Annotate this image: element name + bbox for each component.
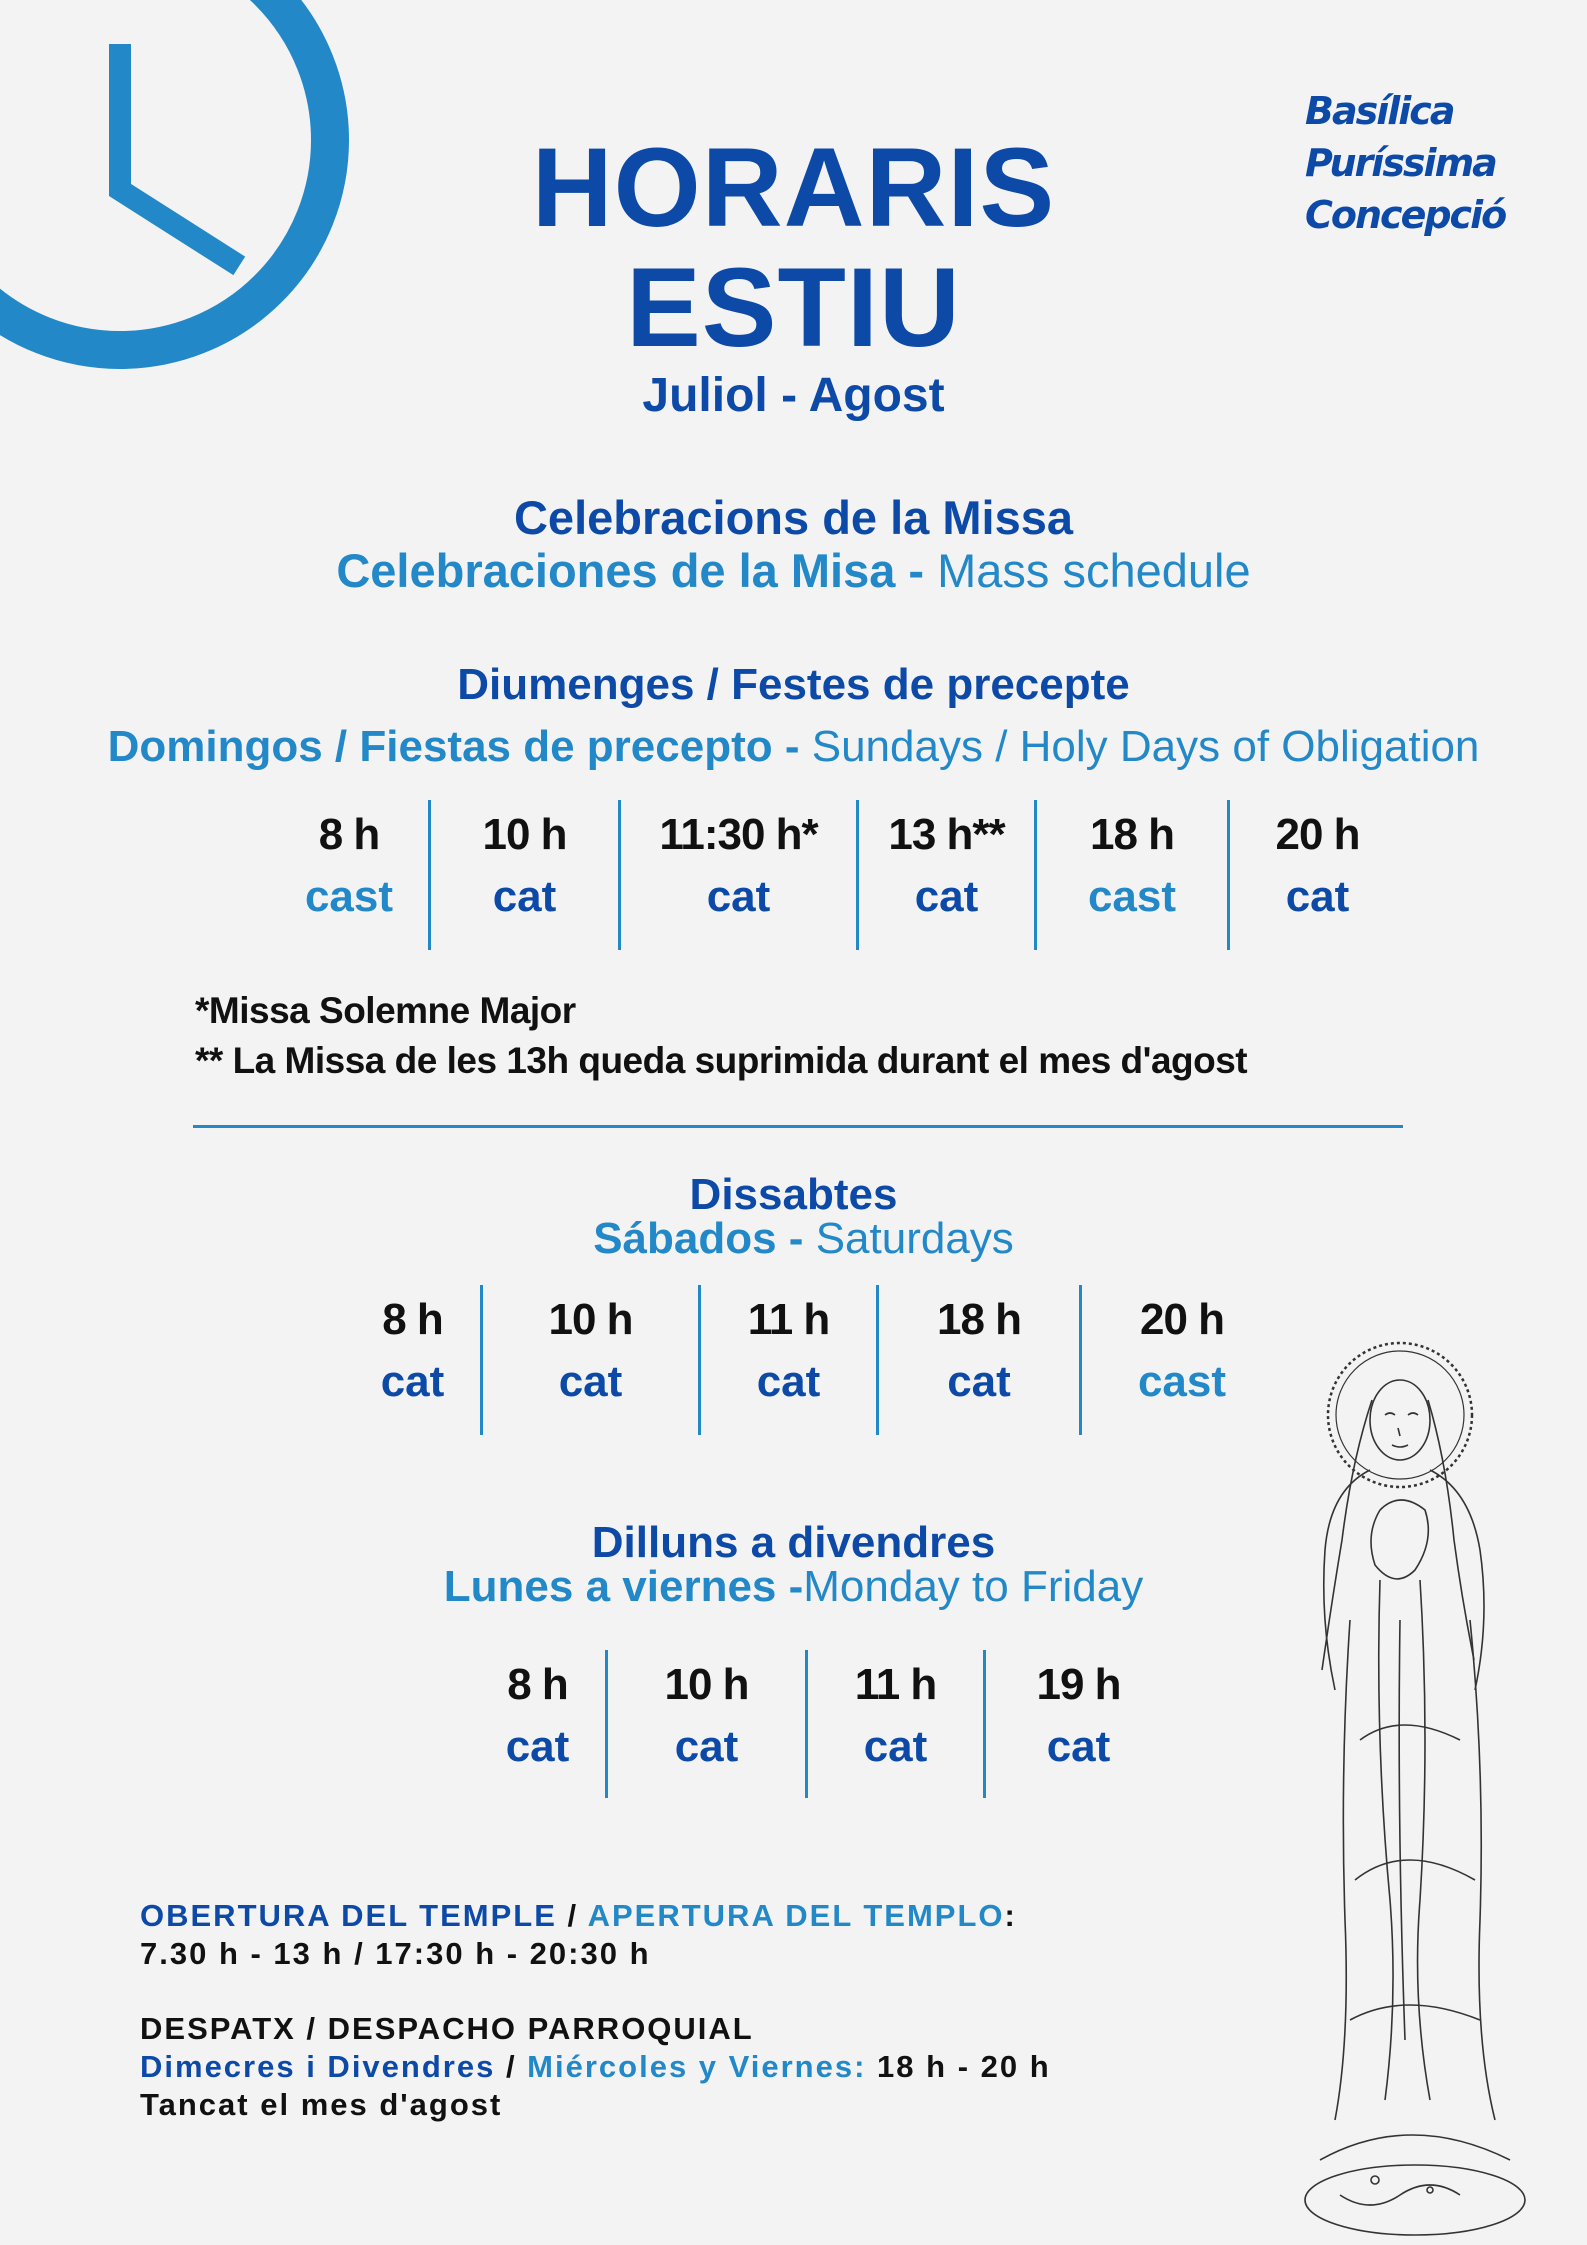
office-hours-value: 18 h - 20 h: [866, 2049, 1051, 2084]
sundays-heading-es: Domingos / Fiestas de precepto -: [107, 722, 812, 771]
slot-time: 8 h: [382, 1295, 443, 1344]
schedule-slot: [1230, 800, 1405, 950]
title-line-1: HORARIS: [531, 125, 1056, 250]
slot-language: cat: [380, 1357, 445, 1406]
slot-time: 20 h: [1139, 1295, 1225, 1344]
slot-time: 13 h**: [888, 810, 1005, 859]
mass-heading-cat: Celebracions de la Missa: [513, 491, 1074, 544]
schedule-slot: [470, 1650, 608, 1798]
office-closed-note: Tancat el mes d'agost: [140, 2087, 503, 2122]
slot-time: 20 h: [1275, 810, 1360, 859]
slot-language: cat: [863, 1722, 928, 1771]
sundays-schedule: [270, 800, 1405, 950]
slot-language: cast: [304, 872, 394, 921]
parish-office-title: DESPATX / DESPACHO PARROQUIAL: [140, 2011, 754, 2046]
weekdays-schedule: [470, 1650, 1171, 1798]
saturdays-heading-line2: [0, 1214, 1587, 1264]
office-separator: /: [495, 2049, 528, 2084]
schedule-slot: [1082, 1285, 1282, 1435]
opening-hours-value: 7.30 h - 13 h / 17:30 h - 20:30 h: [140, 1936, 651, 1971]
basilica-logo: [1305, 85, 1505, 241]
sundays-heading-cat: Diumenges / Festes de precepte: [457, 660, 1130, 709]
schedule-slot: [270, 800, 431, 950]
schedule-slot: [1037, 800, 1230, 950]
mass-heading-line2: [0, 543, 1587, 598]
schedule-slot: [879, 1285, 1082, 1435]
slot-time: 10 h: [482, 810, 567, 859]
mass-heading-en: Mass schedule: [937, 544, 1251, 597]
slot-time: 11 h: [747, 1295, 830, 1344]
slot-language: cat: [1046, 1722, 1111, 1771]
slot-time: 11:30 h*: [659, 810, 818, 859]
slot-time: 10 h: [548, 1295, 633, 1344]
weekdays-heading-cat: Dilluns a divendres: [591, 1518, 996, 1567]
slot-language: cat: [505, 1722, 570, 1771]
slot-time: 8 h: [318, 810, 380, 859]
section-divider: [193, 1125, 1403, 1128]
slot-language: cat: [756, 1357, 821, 1406]
opening-separator: /: [556, 1898, 588, 1933]
opening-colon: :: [1004, 1898, 1017, 1933]
slot-time: 8 h: [507, 1660, 568, 1709]
footnote-13h-mass: ** La Missa de les 13h queda suprimida durant el mes d'agost: [195, 1040, 1248, 1081]
parish-office-hours: [140, 2049, 1051, 2085]
saturdays-heading-cat: Dissabtes: [689, 1170, 898, 1219]
sundays-heading-line2: [0, 722, 1587, 772]
saturdays-heading-en: Saturdays: [815, 1214, 1014, 1263]
mass-heading-es: Celebraciones de la Misa -: [336, 544, 938, 597]
office-days-cat: Dimecres i Divendres: [140, 2049, 496, 2084]
logo-line-1: Basílica: [1305, 89, 1454, 133]
slot-language: cast: [1087, 872, 1177, 921]
weekdays-heading-en: Monday to Friday: [803, 1562, 1144, 1611]
footnote-solemn-mass: *Missa Solemne Major: [195, 990, 576, 1031]
date-range-subtitle: Juliol - Agost: [642, 369, 945, 422]
slot-language: cat: [674, 1722, 739, 1771]
opening-label-es: APERTURA DEL TEMPLO: [587, 1898, 1005, 1933]
logo-line-3: Concepció: [1305, 193, 1506, 237]
saturdays-heading-es: Sábados -: [593, 1214, 816, 1263]
office-days-es: Miércoles y Viernes:: [527, 2049, 867, 2084]
schedule-slot: [986, 1650, 1171, 1798]
slot-language: cat: [558, 1357, 623, 1406]
opening-hours-label: [140, 1898, 1017, 1934]
slot-language: cat: [947, 1357, 1011, 1406]
schedule-slot: [621, 800, 859, 950]
weekdays-heading-es: Lunes a viernes -: [443, 1562, 804, 1611]
schedule-slot: [859, 800, 1037, 950]
title-line-2: ESTIU: [626, 245, 961, 370]
slot-language: cat: [706, 872, 771, 921]
schedule-slot: [808, 1650, 986, 1798]
slot-language: cat: [914, 872, 979, 921]
sundays-heading-en: Sundays / Holy Days of Obligation: [811, 722, 1480, 771]
virgin-statue-illustration: [1280, 1320, 1550, 2240]
logo-line-2: Puríssima: [1305, 141, 1496, 185]
slot-time: 18 h: [936, 1295, 1022, 1344]
opening-label-cat: OBERTURA DEL TEMPLE: [140, 1898, 557, 1933]
slot-time: 19 h: [1036, 1660, 1121, 1709]
slot-time: 11 h: [854, 1660, 937, 1709]
slot-language: cat: [492, 872, 557, 921]
slot-language: cat: [1285, 872, 1350, 921]
saturdays-schedule: [345, 1285, 1282, 1435]
slot-language: cast: [1137, 1357, 1227, 1406]
slot-time: 10 h: [664, 1660, 749, 1709]
schedule-slot: [701, 1285, 879, 1435]
schedule-slot: [345, 1285, 483, 1435]
schedule-slot: [431, 800, 621, 950]
schedule-slot: [608, 1650, 808, 1798]
schedule-slot: [483, 1285, 701, 1435]
slot-time: 18 h: [1089, 810, 1175, 859]
